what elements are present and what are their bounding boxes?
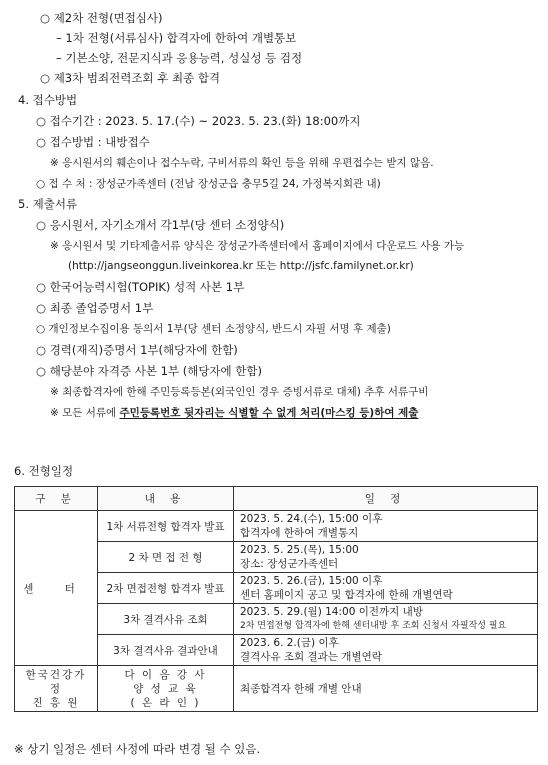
section-5-heading: 5. 제출서류 [18, 197, 78, 211]
l8: ○ 접 수 처 : 장성군가족센터 (전남 장성군읍 충무5길 24, 가정복지회관 내) [36, 178, 381, 190]
l13: ○ 최종 졸업증명서 1부 [36, 301, 154, 315]
table-row [15, 666, 538, 712]
table-row [15, 511, 538, 542]
header-schedule: 일 정 [234, 487, 538, 511]
step-cell: 1차 서류전형 합격자 발표 [98, 511, 234, 542]
date-cell [234, 573, 538, 604]
section-6-heading: 6. 전형일정 [14, 464, 74, 478]
edu-date-cell: 최종합격자 한해 개별 안내 [234, 666, 538, 712]
org-line-2: 진 흥 원 [32, 696, 80, 709]
l10: ※ 응시원서 및 기타제출서류 양식은 장성군가족센터에서 홈페이지에서 다운로드 사용 가능 [50, 240, 465, 252]
step-cell: 3차 결격사유 조회 [98, 604, 234, 635]
header-content: 내 용 [98, 487, 234, 511]
edu-line-1: 다 이 음 강 사 [124, 668, 207, 681]
date-sub: 결격사유 조회 결과는 개별연락 [240, 651, 382, 663]
edu-line-3: ( 온 라 인 ) [130, 696, 201, 709]
l2: – 1차 전형(서류심사) 합격자에 한하여 개별통보 [56, 31, 297, 45]
l6: ○ 접수방법 : 내방접수 [36, 135, 150, 149]
group-center: 센 터 [15, 511, 98, 666]
date-line: 2023. 5. 24.(수), 15:00 이후 [240, 513, 383, 525]
step-cell: 2 차 면 접 전 형 [98, 542, 234, 573]
l3: – 기본소양, 전문지식과 응용능력, 성실성 등 검정 [56, 51, 303, 65]
schedule-table [14, 486, 538, 712]
header-category: 구 분 [15, 487, 98, 511]
schedule-note: ※ 상기 일정은 센터 사정에 따라 변경 될 수 있음. [14, 742, 261, 756]
l9: ○ 응시원서, 자기소개서 각1부(당 센터 소정양식) [36, 218, 285, 232]
l12: ○ 한국어능력시험(TOPIK) 성적 사본 1부 [36, 280, 245, 294]
section-4-heading: 4. 접수방법 [18, 93, 78, 107]
date-cell [234, 542, 538, 573]
date-cell [234, 511, 538, 542]
l4: ○ 제3차 범죄전력조회 후 최종 합격 [40, 71, 221, 85]
date-line: 2023. 5. 29.(월) 14:00 이전까지 내방 [240, 606, 423, 618]
l14: ○ 개인정보수집이용 동의서 1부(당 센터 소정양식, 반드시 자필 서명 후 제출) [36, 323, 391, 335]
masking-notice: 주민등록번호 뒷자리는 식별할 수 없게 처리(마스킹 등)하여 제출 [119, 407, 419, 419]
group-org [15, 666, 98, 712]
date-sub: 2차 면접전형 합격자에 한해 센터내방 후 조회 신청서 자필작성 필요 [240, 621, 507, 631]
l16: ○ 해당분야 자격증 사본 1부 (해당자에 한함) [36, 364, 262, 378]
date-cell [234, 635, 538, 666]
date-cell [234, 604, 538, 635]
l5: ○ 접수기간 : 2023. 5. 17.(수) ~ 2023. 5. 23.(화) 18:00까지 [36, 114, 361, 128]
date-line: 2023. 6. 2.(금) 이후 [240, 637, 339, 649]
step-cell: 2차 면접전형 합격자 발표 [98, 573, 234, 604]
date-sub: 합격자에 한하여 개별통지 [240, 527, 359, 539]
l18-prefix: ※ 모든 서류에 [50, 407, 120, 419]
edu-line-2: 양 성 교 육 [133, 682, 198, 695]
schedule-header-row [15, 487, 538, 511]
l17: ※ 최종합격자에 한해 주민등록등본(외국인인 경우 증빙서류로 대체) 추후 서류구비 [50, 386, 429, 398]
l18 [50, 405, 418, 421]
l1: ○ 제2차 전형(면접심사) [40, 11, 163, 25]
date-line: 2023. 5. 25.(목), 15:00 [240, 544, 359, 556]
date-line: 2023. 5. 26.(금), 15:00 이후 [240, 575, 383, 587]
org-line-1: 한국건강가정 [25, 668, 87, 695]
l15: ○ 경력(재직)증명서 1부(해당자에 한함) [36, 343, 238, 357]
date-sub: 센터 홈페이지 공고 및 합격자에 한해 개별연락 [240, 589, 453, 601]
date-sub: 장소: 장성군가족센터 [240, 558, 339, 570]
edu-cell [98, 666, 234, 712]
step-cell: 3차 결격사유 결과안내 [98, 635, 234, 666]
l11: (http://jangseonggun.liveinkorea.kr 또는 http://jsfc.familynet.or.kr) [68, 260, 414, 272]
l7: ※ 응시원서의 훼손이나 접수누락, 구비서류의 확인 등을 위해 우편접수는 받지 않음. [50, 157, 434, 169]
